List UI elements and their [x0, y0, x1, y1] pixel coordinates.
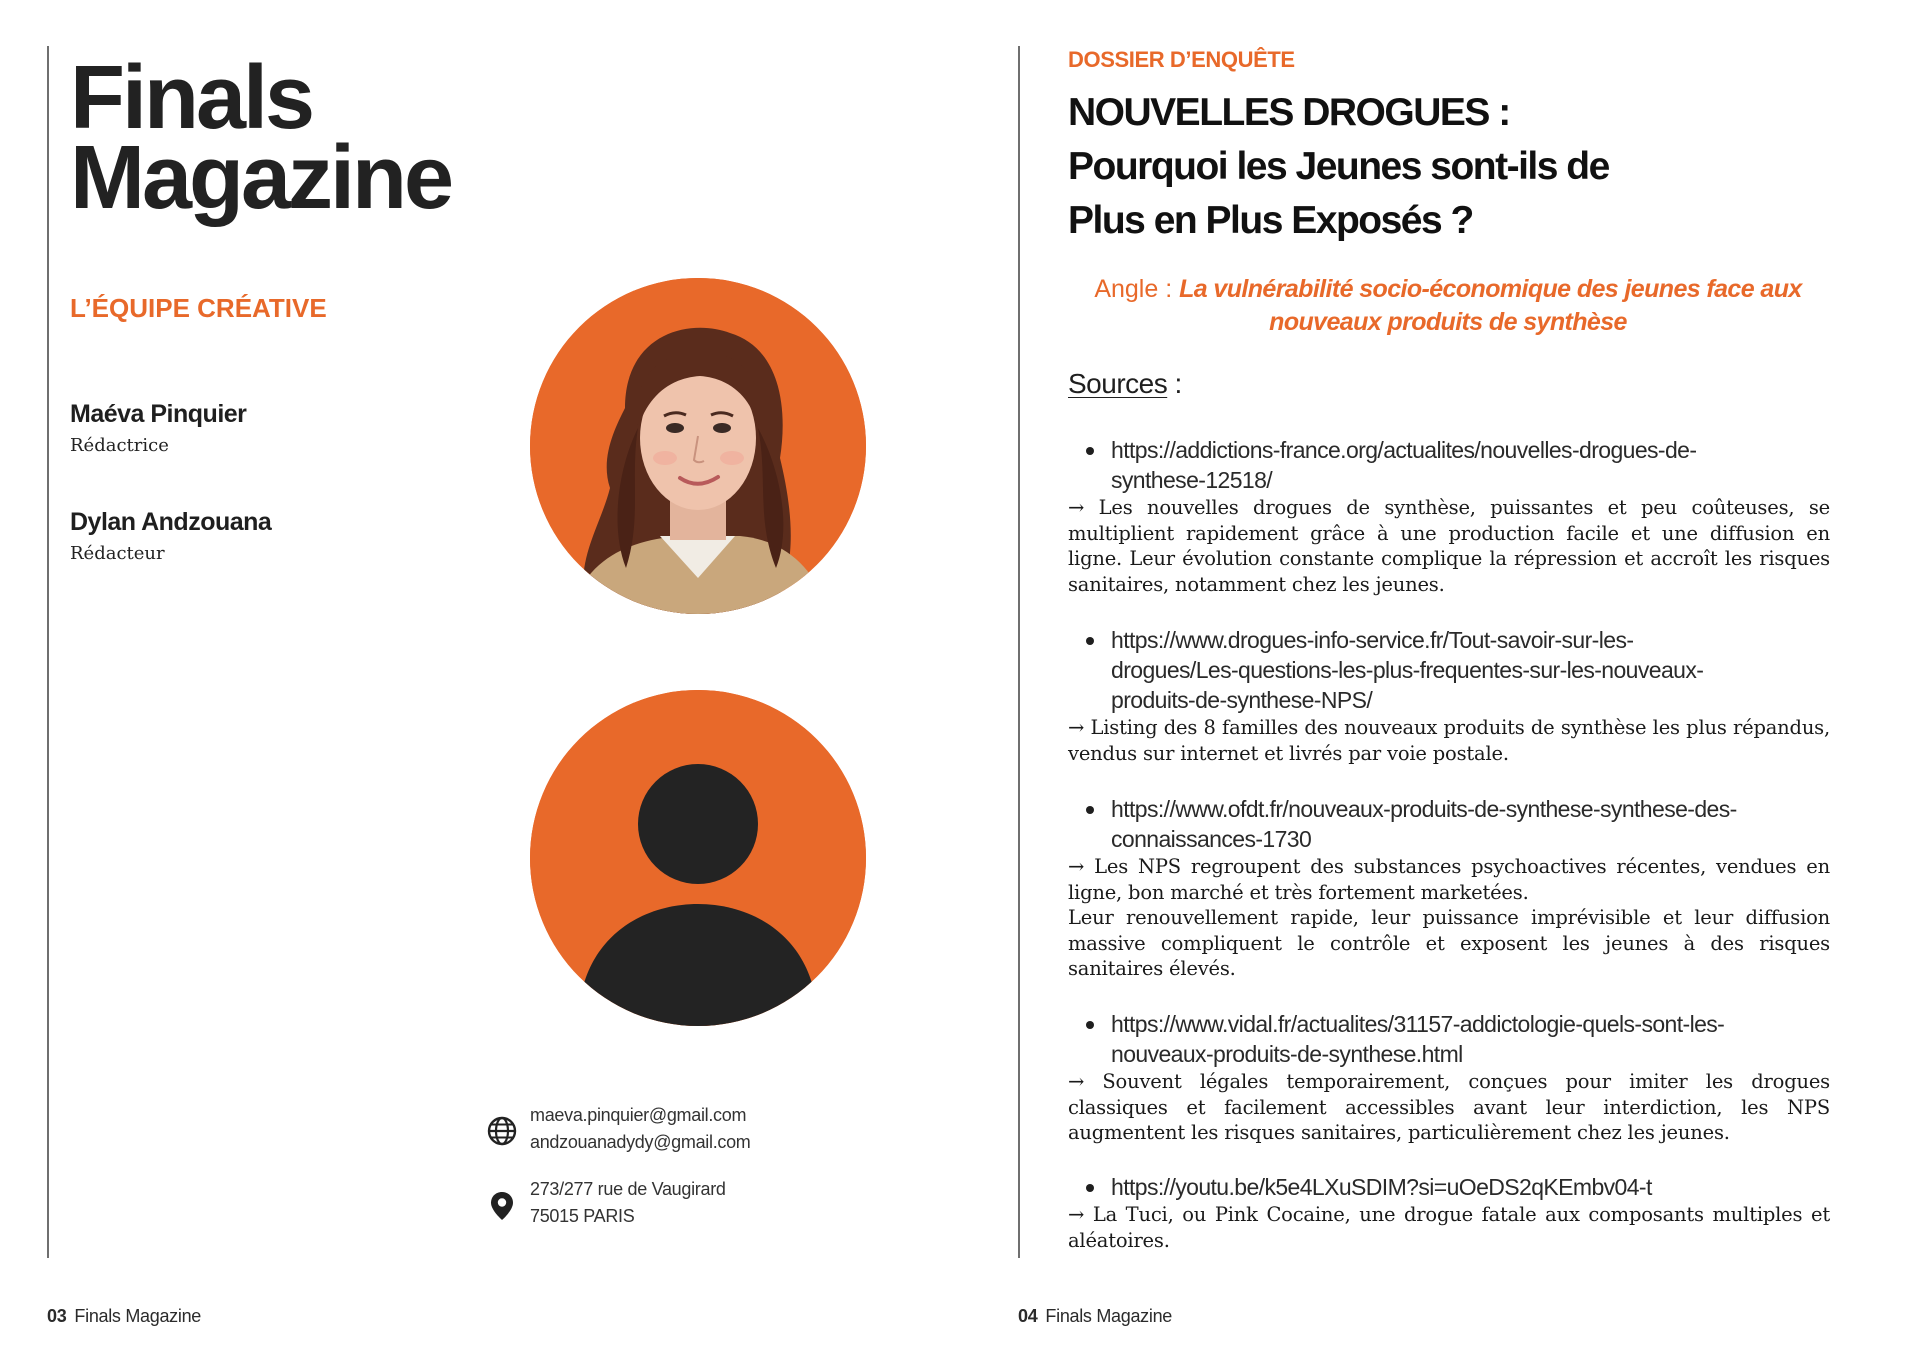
left-page-divider	[47, 46, 49, 1258]
source-description	[1068, 715, 1830, 766]
description-paragraph: → Listing des 8 familles des nouveaux produits de synthèse les plus répandus, vendus sur internet et livrés par voie postale.	[1068, 716, 1830, 765]
contact-emails	[530, 1102, 751, 1156]
url-line[interactable]: https://www.drogues-info-service.fr/Tout-savoir-sur-les-	[1111, 627, 1634, 653]
description-paragraph: Leur renouvellement rapide, leur puissance imprévisible et leur diffusion massive compliquent le contrôle et exposent les jeunes à des risques sanitaires élevés.	[1068, 906, 1830, 981]
sources-heading	[1068, 368, 1182, 400]
description-paragraph: → Souvent légales temporairement, conçues pour imiter les drogues classiques et facilement accessibles avant leur interdiction, les NPS augmentent les risques sanitaires, particulièrement chez les jeunes.	[1068, 1070, 1830, 1145]
source-url[interactable]	[1068, 794, 1830, 854]
url-line[interactable]: nouveaux-produits-de-synthese.html	[1111, 1041, 1463, 1067]
section-kicker: DOSSIER D’ENQUÊTE	[1068, 47, 1295, 72]
headline-line: Pourquoi les Jeunes sont-ils de	[1068, 145, 1609, 188]
article-angle	[1068, 273, 1828, 339]
angle-label: Angle :	[1094, 275, 1180, 303]
url-line[interactable]: connaissances-1730	[1111, 826, 1312, 852]
footer-label: Finals Magazine	[74, 1306, 201, 1326]
member-name: Dylan Andzouana	[70, 508, 272, 536]
page-number: 04	[1018, 1306, 1038, 1326]
url-line[interactable]: https://www.vidal.fr/actualites/31157-addictologie-quels-sont-les-	[1111, 1011, 1725, 1037]
source-url[interactable]	[1068, 435, 1830, 495]
right-page-footer	[1018, 1306, 1172, 1327]
source-url[interactable]	[1068, 625, 1830, 715]
angle-text: La vulnérabilité socio-économique des jeunes face aux nouveaux produits de synthèse	[1179, 275, 1802, 336]
member-role: Rédactrice	[70, 435, 169, 456]
map-pin-icon	[486, 1190, 518, 1222]
source-url[interactable]	[1068, 1009, 1830, 1069]
left-page-footer	[47, 1306, 201, 1327]
member-role: Rédacteur	[70, 543, 165, 564]
headline-line: NOUVELLES DROGUES :	[1068, 91, 1510, 134]
url-line[interactable]: produits-de-synthese-NPS/	[1111, 687, 1373, 713]
email-address[interactable]: andzouanadydy@gmail.com	[530, 1132, 751, 1152]
description-paragraph: → La Tuci, ou Pink Cocaine, une drogue fatale aux composants multiples et aléatoires.	[1068, 1203, 1830, 1252]
url-line[interactable]: https://addictions-france.org/actualites/nouvelles-drogues-de-	[1111, 437, 1697, 463]
email-address[interactable]: maeva.pinquier@gmail.com	[530, 1105, 747, 1125]
article-headline	[1068, 86, 1768, 248]
sources-colon: :	[1167, 368, 1182, 399]
team-heading: L’ÉQUIPE CRÉATIVE	[70, 293, 327, 323]
magazine-title	[70, 48, 452, 228]
contact-address	[530, 1176, 726, 1230]
footer-label: Finals Magazine	[1045, 1306, 1172, 1326]
magazine-title-line-1: Finals	[70, 48, 313, 148]
team-member	[70, 400, 246, 456]
sources-title: Sources	[1068, 368, 1168, 399]
member-name: Maéva Pinquier	[70, 400, 247, 428]
url-line[interactable]: https://youtu.be/k5e4LXuSDIM?si=uOeDS2qKEmbv04-t	[1111, 1174, 1652, 1200]
source-url[interactable]	[1068, 1172, 1830, 1202]
avatar-placeholder	[530, 690, 866, 1026]
description-paragraph: → Les nouvelles drogues de synthèse, puissantes et peu coûteuses, se multiplient rapidement grâce à une production facile et une diffusion en ligne. Leur évolution constante complique la répression et accroît les risques sanitaires, notamment chez les jeunes.	[1068, 496, 1830, 596]
url-line[interactable]: https://www.ofdt.fr/nouveaux-produits-de-synthese-synthese-des-	[1111, 796, 1737, 822]
description-paragraph: → Les NPS regroupent des substances psychoactives récentes, vendues en ligne, bon marché et très fortement marketées.	[1068, 855, 1830, 904]
address-street: 273/277 rue de Vaugirard	[530, 1179, 726, 1199]
source-description	[1068, 495, 1830, 597]
source-description	[1068, 854, 1830, 982]
magazine-title-line-2: Magazine	[70, 128, 452, 228]
globe-icon	[486, 1115, 518, 1147]
page-number: 03	[47, 1306, 67, 1326]
source-description	[1068, 1069, 1830, 1146]
source-item	[1068, 435, 1830, 597]
source-item	[1068, 1172, 1830, 1253]
portrait-illustration	[530, 278, 866, 614]
source-item	[1068, 625, 1830, 766]
url-line[interactable]: synthese-12518/	[1111, 467, 1273, 493]
headline-line: Plus en Plus Exposés ?	[1068, 199, 1473, 242]
url-line[interactable]: drogues/Les-questions-les-plus-frequentes-sur-les-nouveaux-	[1111, 657, 1704, 683]
source-description	[1068, 1202, 1830, 1253]
team-member	[70, 508, 271, 564]
source-item	[1068, 794, 1830, 982]
user-silhouette-icon	[530, 690, 866, 1026]
source-item	[1068, 1009, 1830, 1146]
address-city: 75015 PARIS	[530, 1206, 635, 1226]
member-portrait-photo	[530, 278, 866, 614]
right-page-divider	[1018, 46, 1020, 1258]
